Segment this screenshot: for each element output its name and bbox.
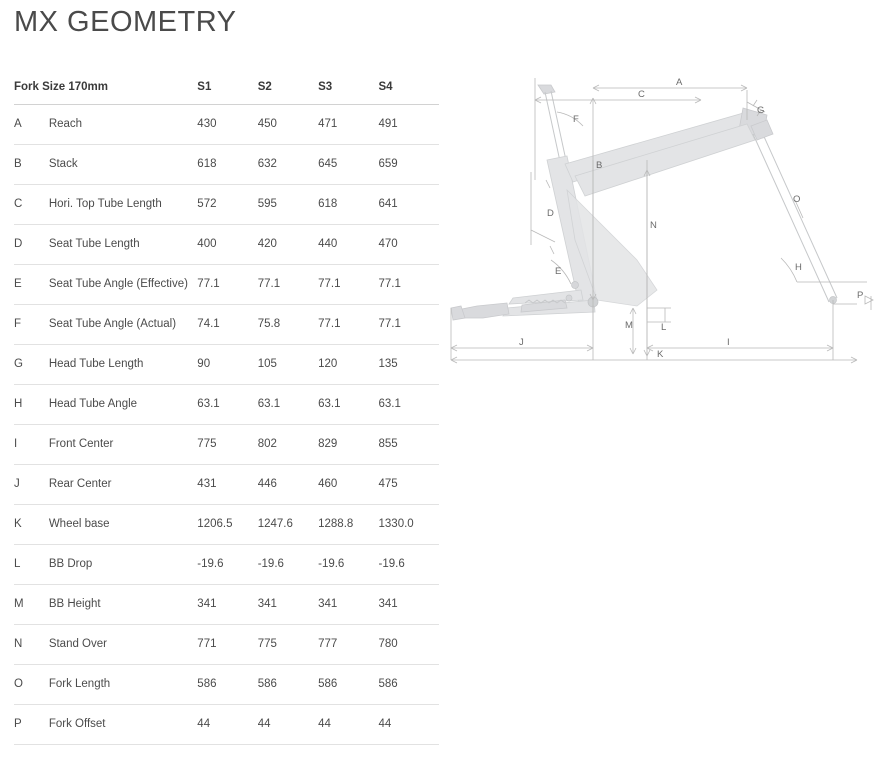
table-row — [14, 224, 439, 264]
row-value-s2: 586 — [258, 664, 318, 704]
geometry-table-container — [14, 70, 439, 745]
row-value-s3: 44 — [318, 704, 378, 744]
row-value-s2: 75.8 — [258, 304, 318, 344]
row-value-s2: 802 — [258, 424, 318, 464]
table-row — [14, 584, 439, 624]
row-value-s3: 77.1 — [318, 264, 378, 304]
row-value-s3: 120 — [318, 344, 378, 384]
table-row — [14, 144, 439, 184]
row-name: BB Drop — [49, 544, 197, 584]
row-value-s3: 1288.8 — [318, 504, 378, 544]
row-value-s3: 645 — [318, 144, 378, 184]
row-name: Seat Tube Angle (Effective) — [49, 264, 197, 304]
row-value-s1: -19.6 — [197, 544, 257, 584]
row-value-s4: 659 — [379, 144, 439, 184]
row-value-s3: -19.6 — [318, 544, 378, 584]
table-row — [14, 424, 439, 464]
row-letter: J — [14, 464, 49, 504]
table-row — [14, 184, 439, 224]
row-value-s1: 90 — [197, 344, 257, 384]
row-letter: A — [14, 104, 49, 144]
row-name: Fork Offset — [49, 704, 197, 744]
row-value-s3: 440 — [318, 224, 378, 264]
row-value-s3: 471 — [318, 104, 378, 144]
table-row — [14, 624, 439, 664]
row-value-s4: 780 — [379, 624, 439, 664]
row-letter: O — [14, 664, 49, 704]
page-title: MX GEOMETRY — [14, 6, 237, 38]
row-value-s1: 430 — [197, 104, 257, 144]
diagram-label-o: O — [793, 194, 801, 205]
row-value-s1: 400 — [197, 224, 257, 264]
geometry-table — [14, 70, 439, 745]
row-value-s1: 618 — [197, 144, 257, 184]
row-value-s1: 572 — [197, 184, 257, 224]
row-value-s2: 775 — [258, 624, 318, 664]
table-row — [14, 304, 439, 344]
row-value-s1: 1206.5 — [197, 504, 257, 544]
diagram-label-n: N — [650, 220, 657, 231]
row-value-s2: 1247.6 — [258, 504, 318, 544]
diagram-label-b: B — [596, 160, 603, 171]
row-value-s1: 63.1 — [197, 384, 257, 424]
table-row — [14, 704, 439, 744]
row-value-s2: -19.6 — [258, 544, 318, 584]
row-letter: E — [14, 264, 49, 304]
row-letter: H — [14, 384, 49, 424]
diagram-label-g: G — [757, 105, 765, 116]
row-name: Head Tube Length — [49, 344, 197, 384]
row-letter: C — [14, 184, 49, 224]
bike-geometry-diagram — [447, 60, 879, 380]
row-name: Front Center — [49, 424, 197, 464]
row-value-s2: 450 — [258, 104, 318, 144]
row-letter: G — [14, 344, 49, 384]
row-letter: L — [14, 544, 49, 584]
row-value-s2: 63.1 — [258, 384, 318, 424]
row-value-s3: 777 — [318, 624, 378, 664]
column-header-forksize: Fork Size 170mm — [14, 70, 197, 104]
row-value-s2: 595 — [258, 184, 318, 224]
row-value-s1: 341 — [197, 584, 257, 624]
diagram-label-j: J — [519, 337, 524, 348]
row-value-s4: 44 — [379, 704, 439, 744]
row-letter: D — [14, 224, 49, 264]
row-value-s4: 77.1 — [379, 304, 439, 344]
column-header-s3: S3 — [318, 70, 378, 104]
diagram-label-p: P — [857, 290, 864, 301]
row-value-s1: 775 — [197, 424, 257, 464]
row-value-s4: 641 — [379, 184, 439, 224]
table-header — [14, 70, 439, 104]
diagram-label-d: D — [547, 208, 554, 219]
table-row — [14, 104, 439, 144]
row-value-s4: -19.6 — [379, 544, 439, 584]
row-value-s2: 420 — [258, 224, 318, 264]
diagram-label-a: A — [676, 77, 683, 88]
diagram-label-e: E — [555, 266, 562, 277]
diagram-label-i: I — [727, 337, 730, 348]
row-name: Seat Tube Length — [49, 224, 197, 264]
row-name: Hori. Top Tube Length — [49, 184, 197, 224]
diagram-label-h: H — [795, 262, 802, 273]
row-value-s1: 77.1 — [197, 264, 257, 304]
row-value-s3: 63.1 — [318, 384, 378, 424]
table-row — [14, 664, 439, 704]
row-value-s3: 460 — [318, 464, 378, 504]
row-value-s3: 77.1 — [318, 304, 378, 344]
row-name: Reach — [49, 104, 197, 144]
dimension-lines — [451, 77, 873, 363]
table-header-row — [14, 70, 439, 104]
row-name: Fork Length — [49, 664, 197, 704]
row-value-s3: 618 — [318, 184, 378, 224]
diagram-label-f: F — [573, 114, 579, 125]
row-value-s4: 586 — [379, 664, 439, 704]
row-value-s4: 491 — [379, 104, 439, 144]
row-name: BB Height — [49, 584, 197, 624]
row-value-s1: 74.1 — [197, 304, 257, 344]
table-row — [14, 344, 439, 384]
table-row — [14, 264, 439, 304]
row-value-s2: 105 — [258, 344, 318, 384]
diagram-label-c: C — [638, 89, 645, 100]
bike-silhouette — [451, 85, 837, 320]
row-value-s3: 586 — [318, 664, 378, 704]
row-value-s4: 855 — [379, 424, 439, 464]
row-name: Stack — [49, 144, 197, 184]
row-letter: M — [14, 584, 49, 624]
row-letter: K — [14, 504, 49, 544]
row-value-s2: 446 — [258, 464, 318, 504]
row-value-s4: 470 — [379, 224, 439, 264]
row-value-s4: 341 — [379, 584, 439, 624]
diagram-label-k: K — [657, 349, 664, 360]
table-row — [14, 504, 439, 544]
row-value-s3: 341 — [318, 584, 378, 624]
row-value-s1: 431 — [197, 464, 257, 504]
column-header-s2: S2 — [258, 70, 318, 104]
row-name: Stand Over — [49, 624, 197, 664]
table-row — [14, 384, 439, 424]
diagram-label-m: M — [625, 320, 633, 331]
row-value-s4: 63.1 — [379, 384, 439, 424]
row-letter: N — [14, 624, 49, 664]
row-name: Rear Center — [49, 464, 197, 504]
row-value-s4: 135 — [379, 344, 439, 384]
row-value-s1: 771 — [197, 624, 257, 664]
row-name: Wheel base — [49, 504, 197, 544]
row-value-s4: 1330.0 — [379, 504, 439, 544]
column-header-s1: S1 — [197, 70, 257, 104]
row-letter: P — [14, 704, 49, 744]
row-letter: F — [14, 304, 49, 344]
row-value-s4: 475 — [379, 464, 439, 504]
row-letter: B — [14, 144, 49, 184]
row-value-s4: 77.1 — [379, 264, 439, 304]
row-value-s1: 44 — [197, 704, 257, 744]
page-footer-space — [0, 756, 887, 770]
row-value-s2: 341 — [258, 584, 318, 624]
row-value-s2: 44 — [258, 704, 318, 744]
table-row — [14, 544, 439, 584]
column-header-s4: S4 — [379, 70, 439, 104]
row-value-s3: 829 — [318, 424, 378, 464]
diagram-label-l: L — [661, 322, 667, 333]
table-body — [14, 104, 439, 744]
row-value-s2: 77.1 — [258, 264, 318, 304]
row-value-s2: 632 — [258, 144, 318, 184]
row-value-s1: 586 — [197, 664, 257, 704]
row-name: Head Tube Angle — [49, 384, 197, 424]
table-row — [14, 464, 439, 504]
row-letter: I — [14, 424, 49, 464]
row-name: Seat Tube Angle (Actual) — [49, 304, 197, 344]
